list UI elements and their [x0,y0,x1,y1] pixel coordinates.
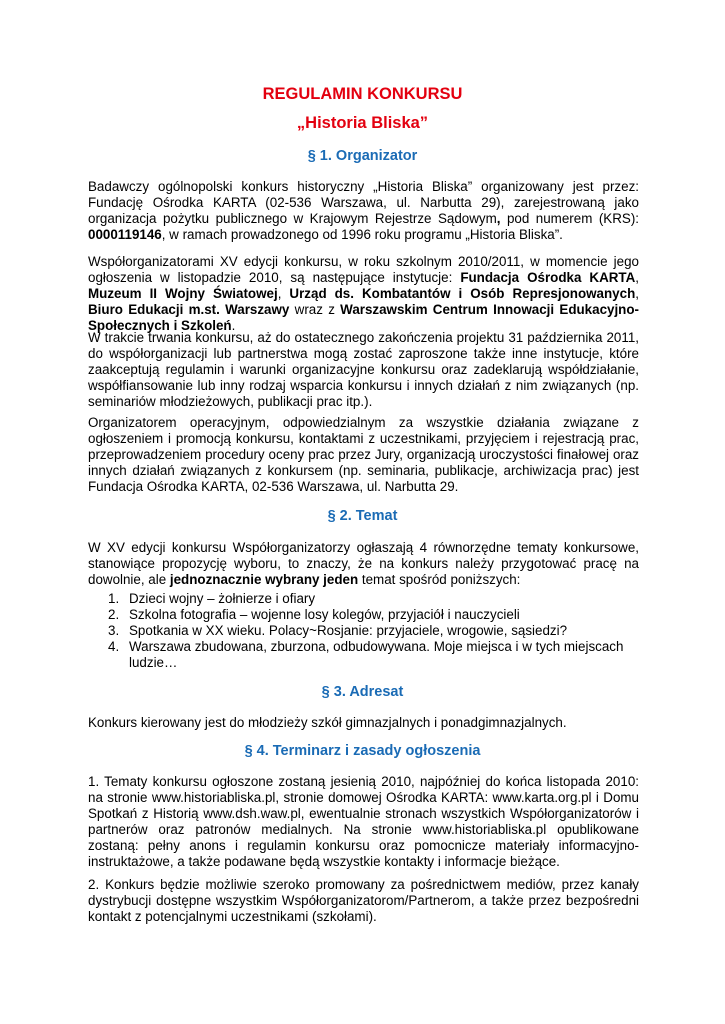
section-1-paragraph-2: Współorganizatorami XV edycji konkursu, w roku szkolnym 2010/2011, w momencie jego ogłoszenia w listopadzie 2010, są następujące instytucje: Fundacja Ośrodka KARTA, Muzeum II Wojny Światowej, Urząd ds. Kombatantów i Osób Represjonowanych, Biuro Edukacji m.st. Warszawy wraz z Warszawskim Centrum Innowacji Edukacyjno-Społecznych i Szkoleń. [88,254,640,333]
list-item: 3. Spotkania w XX wieku. Polacy~Rosjanie: przyjaciele, wrogowie, sąsiedzi? [108,623,568,638]
section-2-heading: § 2. Temat [327,508,398,524]
list-item: 2. Szkolna fotografia – wojenne losy kolegów, przyjaciół i nauczycieli [108,607,520,622]
section-1-paragraph-3: W trakcie trwania konkursu, aż do ostatecznego zakończenia projektu 31 października 2011, do współorganizacji lub partnerstwa mogą zostać zaproszone także inne instytucje, które zaakceptują regulamin i warunki organizacyjne konkursu oraz zadeklarują współdziałanie, współfiansowanie lub inny rodzaj wsparcia konkursu i innych działań z nim związanych (np. seminariów młodzieżowych, publikacji prac itp.). [88,330,639,409]
section-1-paragraph-1: Badawczy ogólnopolski konkurs historyczny „Historia Bliska” organizowany jest przez: Fundację Ośrodka KARTA (02-536 Warszawa, ul. Narbutta 29), zarejestrowaną jako organizacja pożytku publicznego w Krajowym Rejestrze Sądowym, pod numerem (KRS): 0000119146, w ramach prowadzonego od 1996 roku programu „Historia Bliska”. [88,179,639,242]
section-1-paragraph-4: Organizatorem operacyjnym, odpowiedzialnym za wszystkie działania związane z ogłoszeniem i promocją konkursu, kontaktami z uczestnikami, przyjęciem i rejestracją prac, przeprowadzeniem procedury oceny prac przez Jury, organizacją uroczystości finałowej oraz innych działań związanych z konkursem (np. seminaria, publikacje, archiwizacja prac) jest Fundacja Ośrodka KARTA, 02-536 Warszawa, ul. Narbutta 29. [88,415,639,494]
section-1-heading: § 1. Organizator [307,148,418,164]
section-4-paragraph-2: 2. Konkurs będzie możliwie szeroko promowany za pośrednictwem mediów, przez kanały dystrybucji dostępne wszystkim Współorganizatorom/Partnerom, a także przez bezpośredni kontakt z potencjalnymi uczestnikami (szkołami). [88,877,639,924]
document-subtitle: „Historia Bliska” [296,114,429,132]
section-4-heading: § 4. Terminarz i zasady ogłoszenia [244,743,481,759]
topic-list [88,591,639,671]
section-3-paragraph-1: Konkurs kierowany jest do młodzieży szkół gimnazjalnych i ponadgimnazjalnych. [88,715,567,730]
section-3-heading: § 3. Adresat [321,684,404,700]
list-item: 1. Dzieci wojny – żołnierze i ofiary [108,591,316,606]
list-item: 4. Warszawa zbudowana, zburzona, odbudowywana. Moje miejsca i w tych miejscach ludzie… [108,639,624,670]
document-title: REGULAMIN KONKURSU [262,85,463,103]
section-4-paragraph-1: 1. Tematy konkursu ogłoszone zostaną jesienią 2010, najpóźniej do końca listopada 2010: na stronie www.historiabliska.pl, stronie domowej Ośrodka KARTA: www.karta.org.pl i Domu Spotkań z Historią www.dsh.waw.pl, ewentualnie stronach wszystkich Współorganizatorów i partnerów oraz patronów medialnych. Na stronie www.historiabliska.pl opublikowane zostaną: pełny anons i regulamin konkursu oraz pomocnicze materiały informacyjno-instruktażowe, a także podawane będą wszystkie kontakty i informacje bieżące. [88,774,639,869]
section-2-paragraph-1: W XV edycji konkursu Współorganizatorzy ogłaszają 4 równorzędne tematy konkursowe, stanowiące propozycję wyboru, to znaczy, że na konkurs należy przygotować pracę na dowolnie, ale jednoznacznie wybrany jeden temat spośród poniższych: [88,540,639,587]
